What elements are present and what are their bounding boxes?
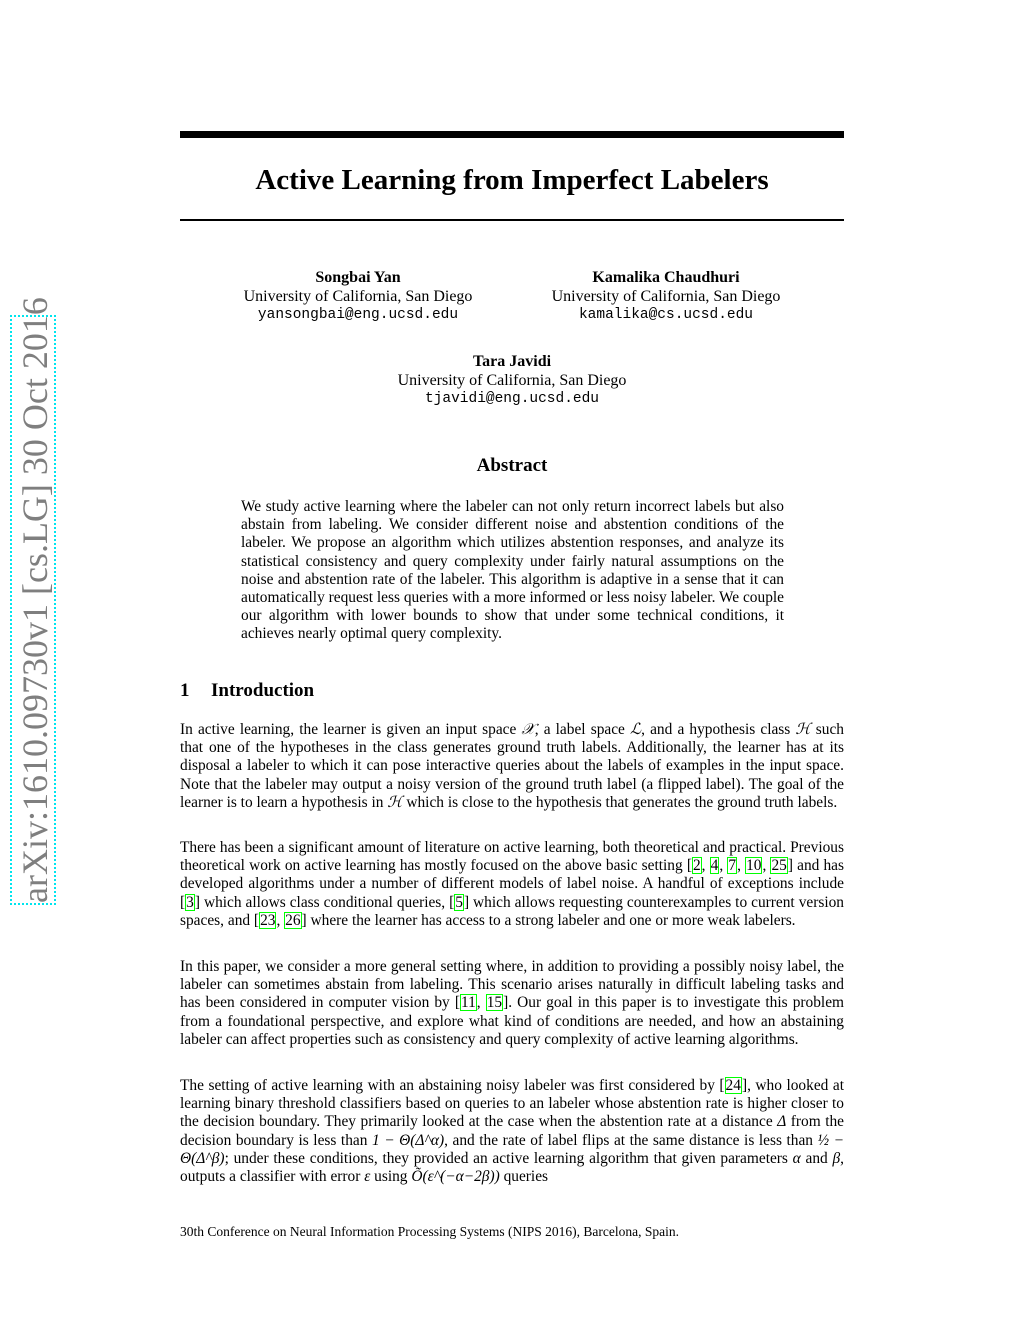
text-run: using: [370, 1168, 412, 1186]
text-run: ] which allows class conditional queries, [: [194, 893, 455, 911]
author-block-1: [228, 268, 488, 325]
citation-link[interactable]: 2: [692, 857, 701, 875]
text-run: ] which allows requesting counterexamples to current version spaces, and [: [180, 893, 844, 929]
intro-paragraph-4: [180, 1077, 844, 1186]
math-symbol: ℒ: [630, 721, 642, 738]
math-expression: Õ(ε^(−α−2β)): [411, 1168, 500, 1186]
math-symbol: β: [832, 1149, 841, 1167]
text-run: ] and has developed algorithms under a number of different models of label noise. A handful of exceptions include [: [180, 857, 845, 911]
math-symbol: α: [792, 1149, 801, 1167]
conference-footnote: 30th Conference on Neural Information Processing Systems (NIPS 2016), Barcelona, Spain.: [180, 1224, 680, 1239]
author-affiliation: University of California, San Diego: [397, 372, 627, 389]
author-email: yansongbai@eng.ucsd.edu: [257, 307, 459, 323]
intro-paragraph-3: [180, 958, 844, 1049]
intro-paragraph-2: [180, 839, 844, 930]
arxiv-stamp: arXiv:1610.09730v1 [cs.LG] 30 Oct 2016: [10, 315, 56, 905]
citation-link[interactable]: 23: [260, 911, 276, 929]
author-name: Songbai Yan: [315, 269, 401, 286]
title-rule-top: [180, 131, 844, 138]
section-heading: [180, 679, 314, 703]
text-run: which is close to the hypothesis that generates the ground truth labels.: [402, 793, 838, 811]
text-run: There has been a significant amount of literature on active learning, both theoretical and practical. Previous theoretical work on active learning has mostly focused on the above basic setting [: [180, 839, 844, 875]
citation-link[interactable]: 11: [460, 994, 476, 1012]
text-run: , and a hypothesis class: [641, 721, 796, 738]
text-run: ] where the learner has access to a strong labeler and one or more weak labelers.: [301, 911, 796, 929]
math-symbol: 𝒳: [521, 721, 535, 738]
text-run: ]. Our goal in this paper is to investigate this problem from a foundational perspective, and explore what kind of conditions are needed, and how an abstaining labeler can affect properties such as consistency and query complexity of active learning algorithms.: [180, 994, 844, 1048]
section-number: 1: [180, 680, 190, 701]
text-run: ,: [762, 857, 771, 875]
text-run: ], who looked at learning binary threshold classifiers based on queries to an labeler whose abstention rate is higher closer to the decision boundary. They primarily looked at the case when the abstention rate at a distance: [180, 1077, 844, 1131]
math-symbol: ℋ: [387, 793, 403, 811]
math-symbol: ε: [364, 1168, 371, 1186]
author-block-2: [536, 268, 796, 325]
text-run: ; under these conditions, they provided an active learning algorithm that given parameters: [224, 1149, 793, 1167]
intro-paragraph-1: [180, 721, 844, 812]
citation-link[interactable]: 3: [186, 893, 194, 911]
math-symbol: Δ: [777, 1113, 787, 1131]
math-symbol: ℋ: [795, 721, 811, 738]
text-run: ,: [737, 857, 746, 875]
text-run: such that one of the hypotheses in the class generates ground truth labels. Additionally, the learner has at its disposal a labeler to which it can pose interactive queries about the labels of examples in the input space. Note that the labeler may output a noisy version of the ground truth label (a flipped label). The goal of the learner is to learn a hypothesis in: [180, 721, 844, 811]
abstract-body: We study active learning where the labeler can not only return incorrect labels but also abstain from labeling. We consider different noise and abstention conditions of the labeler. We propose an algorithm which utilizes abstention responses, and analyze its statistical consistency and query complexity under fairly natural assumptions on the noise and abstention rate of the labeler. This algorithm is adaptive in a sense that it can automatically request less queries with a more informed or less noisy labeler. We couple our algorithm with lower bounds to show that under some technical conditions, it achieves nearly optimal query complexity.: [241, 498, 784, 643]
text-run: In this paper, we consider a more general setting where, in addition to providing a possibly noisy label, the labeler can sometimes abstain from labeling. This scenario arises naturally in difficult labeling tasks and has been considered in computer vision by [: [180, 958, 844, 1012]
math-expression: 1 − Θ(Δ^α): [371, 1131, 445, 1149]
citation-link[interactable]: 7: [728, 857, 737, 875]
author-name: Tara Javidi: [472, 353, 552, 370]
paper-title: Active Learning from Imperfect Labelers: [255, 164, 769, 196]
author-email: tjavidi@eng.ucsd.edu: [424, 391, 600, 407]
author-block-3: [382, 352, 642, 409]
citation-link[interactable]: 4: [710, 857, 719, 875]
text-run: ,: [476, 994, 486, 1012]
text-run: queries: [499, 1168, 549, 1186]
section-title: Introduction: [211, 680, 315, 701]
abstract-heading: Abstract: [476, 455, 548, 476]
text-run: ,: [276, 911, 285, 929]
citation-link[interactable]: 5: [455, 893, 463, 911]
author-affiliation: University of California, San Diego: [551, 288, 781, 305]
text-run: ,: [701, 857, 710, 875]
text-run: and: [800, 1149, 833, 1167]
citation-link[interactable]: 24: [725, 1077, 741, 1094]
text-run: In active learning, the learner is given an input space: [180, 721, 522, 738]
math-expression: ½ − Θ(Δ^β): [180, 1131, 845, 1167]
text-run: The setting of active learning with an abstaining noisy labeler was first considered by [: [180, 1077, 725, 1094]
citation-link[interactable]: 10: [746, 857, 762, 875]
text-run: , outputs a classifier with error: [180, 1149, 845, 1186]
citation-link[interactable]: 15: [486, 994, 503, 1012]
citation-link[interactable]: 26: [285, 911, 301, 929]
title-rule-bottom: [180, 219, 844, 221]
text-run: , a label space: [534, 721, 631, 738]
author-affiliation: University of California, San Diego: [243, 288, 473, 305]
author-email: kamalika@cs.ucsd.edu: [578, 307, 754, 323]
text-run: from the decision boundary is less than: [180, 1113, 845, 1149]
author-name: Kamalika Chaudhuri: [592, 269, 740, 286]
citation-link[interactable]: 25: [771, 857, 787, 875]
text-run: , and the rate of label flips at the same distance is less than: [444, 1131, 818, 1149]
text-run: ,: [719, 857, 728, 875]
